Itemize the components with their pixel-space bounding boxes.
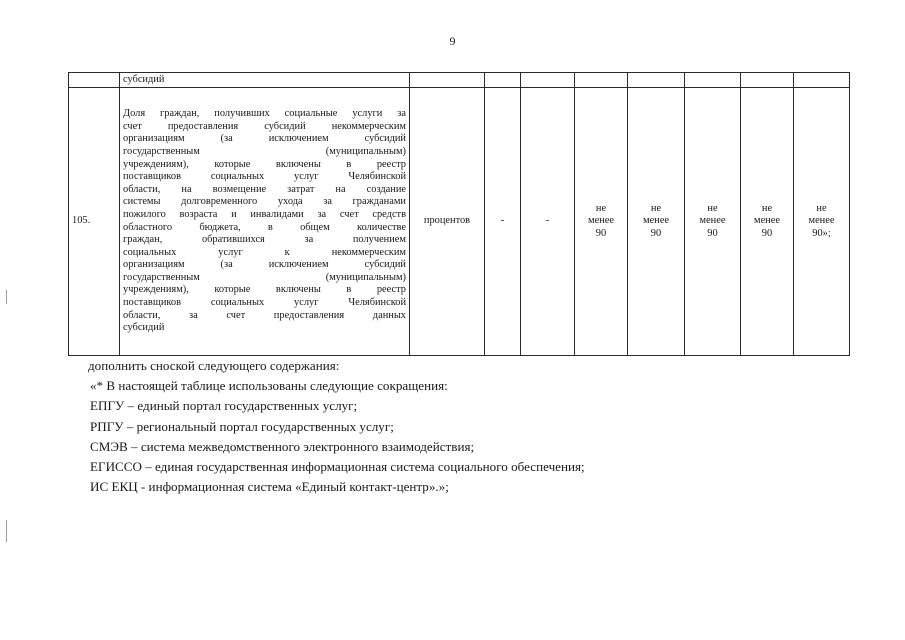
abbreviation-item: ЕПГУ – единый портал государственных услуг; (90, 398, 358, 414)
value-line: не (595, 202, 607, 214)
indicator-name-line: области, за счет предоставления данных (123, 309, 406, 321)
value-line: не (816, 202, 827, 214)
scan-edge-mark (6, 520, 7, 542)
indicator-name-line: социальных услуг к некоммерческим (123, 246, 406, 258)
indicator-name-line: организациям (за исключением субсидий (123, 259, 406, 271)
abbreviation-item: ЕГИССО – единая государственная информационная система социального обеспечения; (90, 459, 585, 475)
indicator-table (68, 72, 850, 356)
value-line: менее (754, 215, 780, 227)
indicator-name-line: государственным (муниципальным) (123, 271, 406, 283)
value-line: менее (808, 215, 835, 227)
value-line: менее (699, 215, 726, 227)
value-line: менее (643, 215, 669, 227)
value-line: 90 (761, 227, 773, 239)
cell-target-value (685, 88, 741, 356)
indicator-name-line: учреждениям), которые включены в реестр (123, 284, 406, 296)
indicator-name-line: областного бюджета, в общем количестве (123, 221, 406, 233)
cell-number (69, 73, 120, 88)
cell-empty (485, 73, 521, 88)
indicator-name-line: системы долговременного ухода за гражданами (123, 196, 406, 208)
document-body (90, 356, 790, 497)
value-line: не (761, 202, 773, 214)
cell-target-value (794, 88, 850, 356)
cell-target-value (575, 88, 628, 356)
cell-target-value (741, 88, 794, 356)
cell-row-number: 105. (69, 88, 120, 356)
value-line: 90 (595, 227, 607, 239)
value-line: менее (588, 215, 614, 227)
abbreviation-item: ИС ЕКЦ - информационная система «Единый контакт-центр».»; (90, 479, 449, 495)
indicator-name-line: области, на возмещение затрат на создание (123, 183, 406, 195)
cell-empty (685, 73, 741, 88)
cell-empty (575, 73, 628, 88)
cell-unit (410, 73, 485, 88)
value-line: 90»; (812, 227, 831, 239)
scan-edge-mark (6, 290, 7, 304)
indicator-name-line: поставщиков социальных услуг Челябинской (123, 297, 406, 309)
cell-empty (794, 73, 850, 88)
abbreviation-item: СМЭВ – система межведомственного электронного взаимодействия; (90, 438, 475, 454)
indicator-name-line: субсидий (123, 322, 165, 334)
cell-target-value (628, 88, 685, 356)
cell-empty (741, 73, 794, 88)
indicator-name-line: счет предоставления субсидий некоммерческим (123, 120, 406, 132)
footnote-title: «* В настоящей таблице использованы следующие сокращения: (90, 378, 448, 394)
abbreviation-item: РПГУ – региональный портал государственных услуг; (90, 418, 394, 434)
value-line: 90 (650, 227, 662, 239)
cell-value-dash: - (521, 88, 575, 356)
value-line: 90 (707, 227, 718, 239)
cell-empty (628, 73, 685, 88)
indicator-name-line: государственным (муниципальным) (123, 145, 406, 157)
indicator-name-line: организациям (за исключением субсидий (123, 133, 406, 145)
cell-unit: процентов (410, 88, 485, 356)
cell-indicator-name: субсидий (120, 73, 410, 88)
indicator-name-line: Доля граждан, получивших социальные услуги за (123, 108, 406, 120)
value-line: не (650, 202, 662, 214)
table-row-105 (69, 88, 850, 356)
cell-value-dash: - (485, 88, 521, 356)
indicator-name-line: учреждениям), которые включены в реестр (123, 158, 406, 170)
page-number: 9 (449, 34, 456, 48)
value-line: не (707, 202, 718, 214)
indicator-name-line: поставщиков социальных услуг Челябинской (123, 171, 406, 183)
cell-empty (521, 73, 575, 88)
indicator-name-line: пожилого возраста и инвалидами за счет средств (123, 208, 406, 220)
indicator-name-line: граждан, обратившихся за получением (123, 234, 406, 246)
table-row-continuation (69, 73, 850, 88)
amendment-intro: дополнить сноской следующего содержания: (88, 358, 340, 373)
cell-indicator-name (120, 88, 410, 356)
